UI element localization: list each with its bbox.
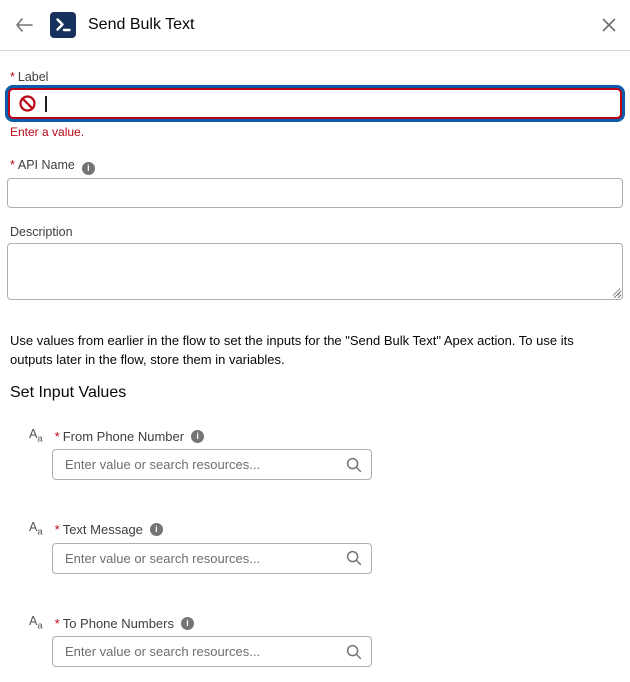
- section-title: Set Input Values: [10, 383, 127, 401]
- info-icon[interactable]: i: [150, 523, 163, 536]
- row-label-text: Text Message: [62, 522, 143, 538]
- row-label: [29, 428, 623, 446]
- required-asterisk: *: [10, 70, 15, 84]
- required-asterisk: *: [54, 615, 60, 631]
- row-label-text: To Phone Numbers: [62, 615, 174, 631]
- arrow-left-icon: [15, 18, 33, 32]
- row-label-text: From Phone Number: [62, 428, 185, 444]
- to-phone-numbers-combobox: [52, 636, 372, 667]
- row-label: [29, 521, 623, 539]
- input-row-text-message: [29, 521, 623, 574]
- input-row-from-phone-number: [29, 428, 623, 481]
- panel-header: [0, 0, 630, 51]
- label-error-message: Enter a value.: [10, 125, 85, 139]
- close-button[interactable]: [600, 16, 618, 34]
- row-label: [29, 615, 623, 633]
- required-asterisk: *: [10, 158, 15, 172]
- panel-body: [0, 69, 630, 667]
- label-input-field[interactable]: [47, 90, 612, 117]
- to-phone-numbers-input[interactable]: [52, 636, 372, 667]
- input-row-to-phone-numbers: [29, 615, 623, 668]
- panel-title: Send Bulk Text: [88, 16, 195, 33]
- apex-action-icon: [50, 12, 76, 38]
- back-button[interactable]: [13, 16, 35, 34]
- from-phone-number-input[interactable]: [52, 449, 372, 480]
- instructions-text: Use values from earlier in the flow to set the inputs for the "Send Bulk Text" Apex action. To use its outputs later in the flow, store them in variables.: [10, 332, 574, 367]
- description-textarea-wrap: [7, 243, 623, 300]
- text-message-input[interactable]: [52, 543, 372, 574]
- info-icon[interactable]: i: [82, 162, 95, 175]
- from-phone-number-combobox: [52, 449, 372, 480]
- description-field-label: Description: [10, 224, 73, 239]
- info-icon[interactable]: i: [191, 430, 204, 443]
- required-asterisk: *: [54, 428, 60, 444]
- description-textarea[interactable]: [7, 243, 623, 300]
- close-icon: [602, 18, 616, 32]
- text-message-combobox: [52, 543, 372, 574]
- text-type-icon: $A_a$: [29, 613, 43, 631]
- info-icon[interactable]: i: [181, 617, 194, 630]
- api-name-input[interactable]: [7, 178, 623, 208]
- api-name-field-label: * API Name i: [10, 157, 623, 175]
- text-type-icon: $A_a$: [29, 426, 43, 444]
- label-input[interactable]: [8, 88, 622, 119]
- label-field-label: * Label: [10, 70, 49, 84]
- text-type-icon: $A_a$: [29, 520, 43, 538]
- required-asterisk: *: [54, 522, 60, 538]
- prohibited-icon: [19, 95, 36, 112]
